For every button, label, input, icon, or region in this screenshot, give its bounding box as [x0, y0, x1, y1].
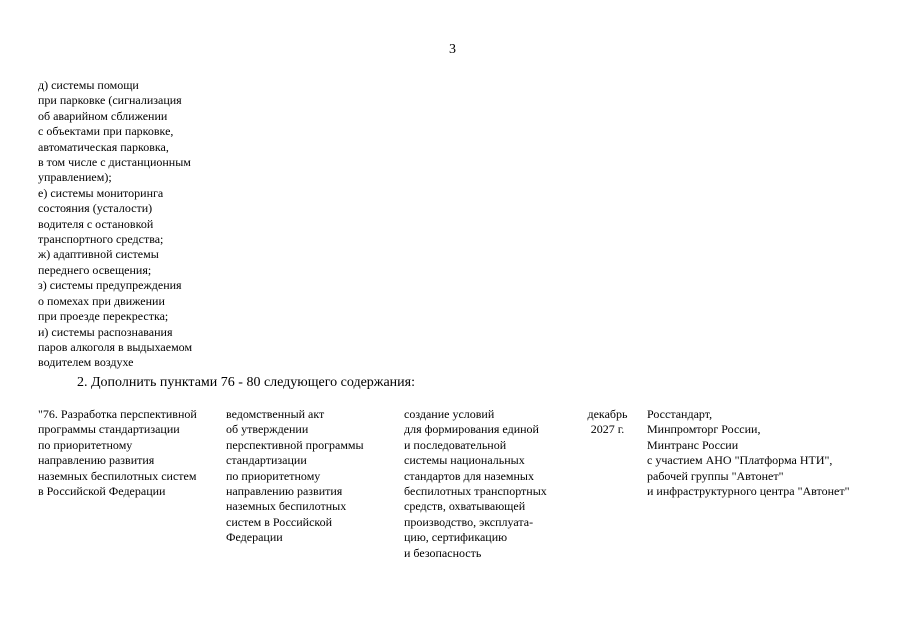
- deadline-line: декабрь: [587, 407, 628, 421]
- result-line: производство, эксплуата-: [404, 514, 534, 529]
- deadline-line: 2027 г.: [590, 422, 625, 437]
- list-line: переднего освещения;: [38, 262, 152, 277]
- result-line: стандартов для наземных: [404, 468, 534, 483]
- item-line: "76. Разработка перспективной: [38, 407, 197, 421]
- item-line: наземных беспилотных систем: [38, 468, 197, 483]
- amendment-heading: 2. Дополнить пунктами 76 - 80 следующего содержания:: [77, 375, 415, 390]
- list-line: паров алкоголя в выдыхаемом: [38, 339, 193, 354]
- list-line: д) системы помощи: [38, 78, 139, 92]
- list-line: управлением);: [38, 170, 112, 185]
- document-type-line: наземных беспилотных: [226, 499, 347, 514]
- list-line: о помехах при движении: [38, 293, 165, 308]
- deadline-cell: [580, 407, 635, 438]
- list-block: [38, 78, 238, 371]
- document-type-line: систем в Российской: [226, 514, 333, 529]
- list-line: ж) адаптивной системы: [38, 247, 159, 262]
- document-type-line: ведомственный акт: [226, 407, 325, 421]
- document-type-line: об утверждении: [226, 422, 309, 437]
- list-line: при проезде перекрестка;: [38, 309, 169, 324]
- document-type-line: перспективной программы: [226, 437, 364, 452]
- item-line: по приоритетному: [38, 437, 133, 452]
- responsible-line: Минтранс России: [647, 437, 739, 452]
- result-cell: [404, 407, 569, 561]
- document-type-line: Федерации: [226, 530, 283, 545]
- result-line: средств, охватывающей: [404, 499, 526, 514]
- list-line: состояния (усталости): [38, 201, 153, 216]
- list-line: и) системы распознавания: [38, 324, 173, 339]
- item-line: направлению развития: [38, 453, 155, 468]
- document-type-line: направлению развития: [226, 484, 343, 499]
- result-line: и последовательной: [404, 437, 507, 452]
- document-type-line: стандартизации: [226, 453, 307, 468]
- list-line: с объектами при парковке,: [38, 124, 174, 139]
- list-line: е) системы мониторинга: [38, 185, 164, 200]
- list-line: об аварийном сближении: [38, 108, 168, 123]
- item-cell: [38, 407, 218, 499]
- result-line: беспилотных транспортных: [404, 484, 547, 499]
- result-line: и безопасность: [404, 545, 482, 560]
- document-type-cell: [226, 407, 386, 546]
- responsible-cell: [647, 407, 897, 499]
- responsible-line: Росстандарт,: [647, 407, 713, 421]
- list-line: з) системы предупреждения: [38, 278, 182, 293]
- page-number: 3: [449, 42, 456, 57]
- list-line: автоматическая парковка,: [38, 139, 169, 154]
- list-line: при парковке (сигнализация: [38, 93, 182, 108]
- list-line: в том числе с дистанционным: [38, 155, 191, 170]
- responsible-line: Минпромторг России,: [647, 422, 761, 437]
- result-line: цию, сертификацию: [404, 530, 508, 545]
- result-line: для формирования единой: [404, 422, 539, 437]
- list-line: транспортного средства;: [38, 232, 164, 247]
- responsible-line: рабочей группы "Автонет": [647, 468, 784, 483]
- item-line: в Российской Федерации: [38, 484, 166, 499]
- responsible-line: и инфраструктурного центра "Автонет": [647, 484, 850, 499]
- result-line: системы национальных: [404, 453, 525, 468]
- table-row: [0, 407, 905, 567]
- document-type-line: по приоритетному: [226, 468, 321, 483]
- list-line: водителем воздухе: [38, 355, 134, 370]
- list-line: водителя с остановкой: [38, 216, 154, 231]
- responsible-line: с участием АНО "Платформа НТИ",: [647, 453, 833, 468]
- result-line: создание условий: [404, 407, 495, 421]
- item-line: программы стандартизации: [38, 422, 180, 437]
